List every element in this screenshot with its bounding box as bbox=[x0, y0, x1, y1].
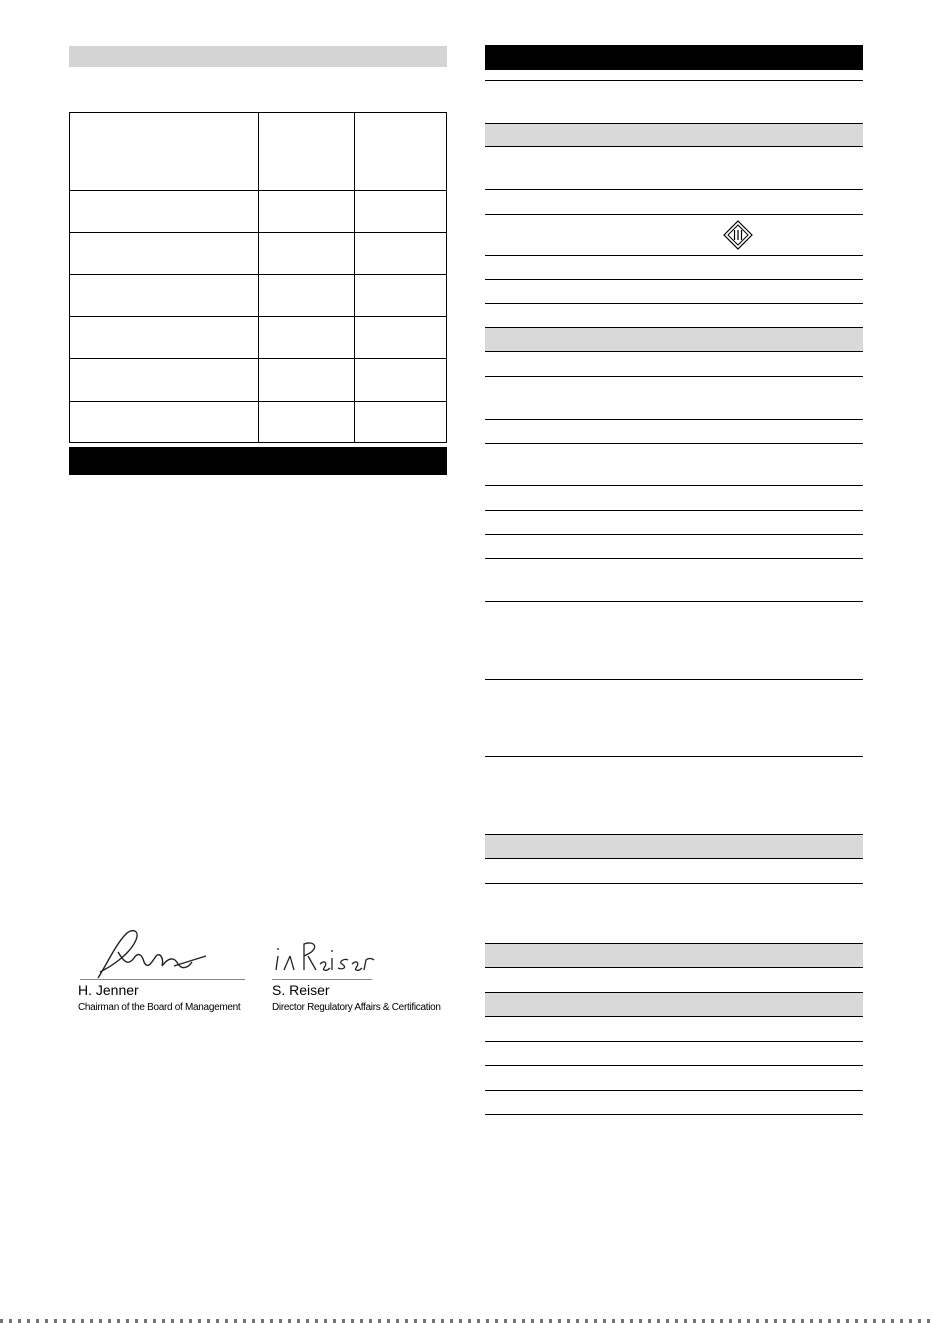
row-divider bbox=[485, 1114, 863, 1115]
section-band bbox=[485, 123, 863, 147]
section-band bbox=[485, 943, 863, 968]
signature-reiser bbox=[268, 934, 378, 980]
page-edge-marks bbox=[0, 1319, 933, 1323]
row-divider bbox=[485, 485, 863, 486]
section-band bbox=[485, 834, 863, 859]
row-divider bbox=[485, 679, 863, 680]
row-divider bbox=[485, 214, 863, 215]
signer-name: H. Jenner bbox=[78, 982, 139, 998]
section-header-bar bbox=[69, 46, 447, 67]
row-divider bbox=[485, 1090, 863, 1091]
row-divider bbox=[485, 1065, 863, 1066]
row-divider bbox=[485, 601, 863, 602]
row-divider bbox=[485, 883, 863, 884]
section-band bbox=[485, 992, 863, 1017]
table-column-divider bbox=[354, 113, 355, 442]
signature-line bbox=[272, 979, 372, 980]
row-divider bbox=[485, 756, 863, 757]
signature-line bbox=[80, 979, 245, 980]
row-divider bbox=[485, 419, 863, 420]
table-row-divider bbox=[70, 358, 446, 359]
row-divider bbox=[485, 255, 863, 256]
table-row-divider bbox=[70, 401, 446, 402]
row-divider bbox=[485, 189, 863, 190]
row-divider bbox=[485, 80, 863, 81]
protection-class-III-icon bbox=[722, 219, 754, 251]
signer-title: Director Regulatory Affairs & Certification bbox=[272, 1002, 441, 1013]
signature-jenner bbox=[78, 922, 213, 984]
section-header-black bbox=[69, 447, 447, 475]
row-divider bbox=[485, 534, 863, 535]
table-row-divider bbox=[70, 316, 446, 317]
table-row-divider bbox=[70, 232, 446, 233]
row-divider bbox=[485, 303, 863, 304]
row-divider bbox=[485, 443, 863, 444]
signer-name: S. Reiser bbox=[272, 982, 330, 998]
signer-title: Chairman of the Board of Management bbox=[78, 1002, 241, 1013]
data-table bbox=[69, 112, 447, 443]
row-divider bbox=[485, 279, 863, 280]
table-row-divider bbox=[70, 274, 446, 275]
table-column-divider bbox=[258, 113, 259, 442]
section-band bbox=[485, 327, 863, 352]
row-divider bbox=[485, 376, 863, 377]
table-row-divider bbox=[70, 190, 446, 191]
row-divider bbox=[485, 510, 863, 511]
row-divider bbox=[485, 558, 863, 559]
row-divider bbox=[485, 1041, 863, 1042]
technical-data-header bbox=[485, 45, 863, 70]
